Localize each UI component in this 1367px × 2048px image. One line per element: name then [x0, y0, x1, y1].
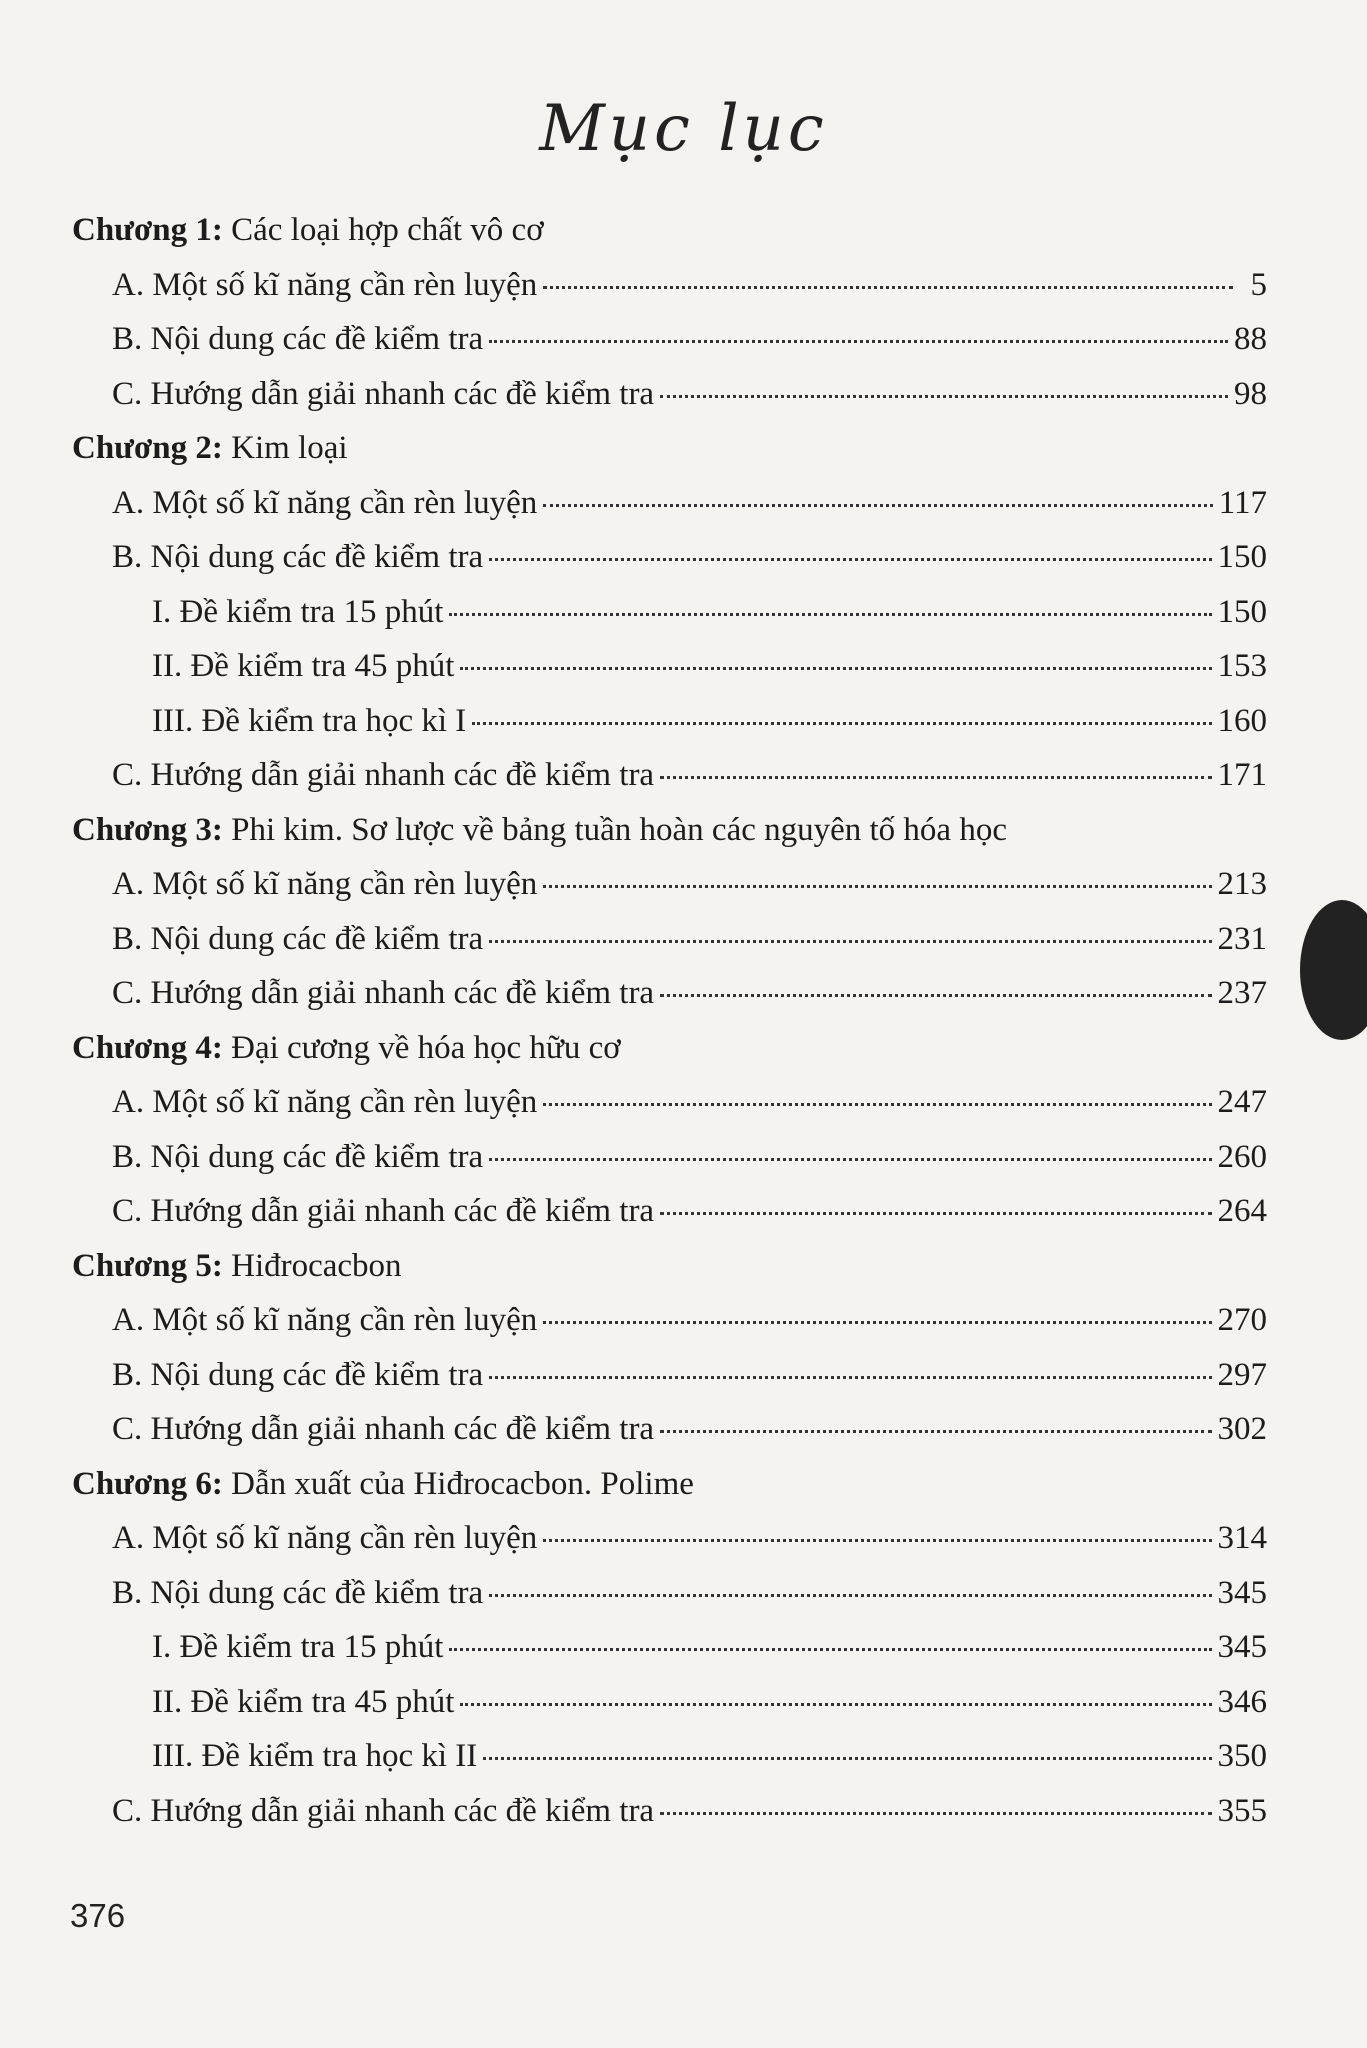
chapter-name: Dẫn xuất của Hiđrocacbon. Polime	[231, 1465, 694, 1502]
dot-leader	[543, 1103, 1211, 1106]
entry-page-number: 297	[1217, 1356, 1267, 1393]
toc-entry[interactable]	[112, 862, 1267, 906]
toc-subentry[interactable]	[152, 1734, 1267, 1778]
entry-title: B. Nội dung các đề kiểm tra	[112, 920, 484, 957]
dot-leader	[543, 1539, 1211, 1542]
toc-entry[interactable]	[112, 1189, 1267, 1233]
entry-title: C. Hướng dẫn giải nhanh các đề kiểm tra	[112, 757, 655, 793]
entry-page-number: 153	[1217, 648, 1267, 684]
entry-page-number: 346	[1217, 1683, 1267, 1720]
entry-title: I. Đề kiểm tra 15 phút	[152, 593, 444, 630]
entry-title: B. Nội dung các đề kiểm tra	[112, 539, 484, 575]
entry-page-number: 302	[1217, 1411, 1267, 1447]
toc-chapter-heading[interactable]	[72, 426, 348, 470]
entry-page-number: 150	[1217, 593, 1267, 630]
entry-title: C. Hướng dẫn giải nhanh các đề kiểm tra	[112, 375, 655, 412]
toc-entry[interactable]	[112, 535, 1267, 579]
chapter-name: Các loại hợp chất vô cơ	[231, 212, 544, 248]
entry-page-number: 231	[1217, 920, 1267, 957]
entry-page-number: 5	[1250, 266, 1267, 303]
toc-entry[interactable]	[112, 317, 1267, 361]
chapter-label: Chương 1:	[72, 212, 223, 248]
entry-title: A. Một số kĩ năng cần rèn luyện	[112, 484, 538, 521]
dot-leader	[543, 885, 1211, 888]
toc-chapter-heading[interactable]	[72, 1462, 694, 1506]
dot-leader	[543, 504, 1212, 507]
toc-entry[interactable]	[112, 1571, 1267, 1615]
dot-leader	[489, 1376, 1211, 1379]
dot-leader	[472, 722, 1211, 725]
entry-title: A. Một số kĩ năng cần rèn luyện	[112, 1084, 538, 1120]
entry-page-number: 270	[1217, 1302, 1267, 1338]
toc-entry[interactable]	[112, 917, 1267, 961]
entry-title: II. Đề kiểm tra 45 phút	[152, 1683, 455, 1720]
toc-entry[interactable]	[112, 1353, 1267, 1397]
page-number: 376	[70, 1897, 126, 1934]
entry-title: C. Hướng dẫn giải nhanh các đề kiểm tra	[112, 1411, 655, 1447]
toc-chapter-heading[interactable]	[72, 1026, 621, 1070]
entry-page-number: 350	[1217, 1738, 1267, 1774]
dot-leader	[489, 558, 1211, 561]
entry-title: B. Nội dung các đề kiểm tra	[112, 321, 484, 357]
dot-leader	[460, 1703, 1211, 1706]
dot-leader	[543, 286, 1233, 289]
chapter-name: Phi kim. Sơ lược về bảng tuần hoàn các nguyên tố hóa học	[231, 811, 1007, 848]
entry-page-number: 260	[1217, 1138, 1267, 1175]
entry-page-number: 88	[1234, 321, 1267, 357]
dot-leader	[660, 1212, 1211, 1215]
entry-title: C. Hướng dẫn giải nhanh các đề kiểm tra	[112, 1193, 655, 1229]
publisher-stamp-logo	[1300, 900, 1367, 1040]
entry-title: B. Nội dung các đề kiểm tra	[112, 1574, 484, 1611]
toc-entry[interactable]	[112, 1789, 1267, 1833]
toc-subentry[interactable]	[152, 1680, 1267, 1724]
dot-leader	[489, 1158, 1211, 1161]
chapter-label: Chương 2:	[72, 430, 223, 466]
entry-page-number: 213	[1217, 866, 1267, 902]
entry-title: A. Một số kĩ năng cần rèn luyện	[112, 866, 538, 902]
toc-subentry[interactable]	[152, 644, 1267, 688]
chapter-name: Hiđrocacbon	[231, 1247, 402, 1284]
dot-leader	[543, 1321, 1211, 1324]
toc-entry[interactable]	[112, 1080, 1267, 1124]
dot-leader	[449, 1648, 1211, 1651]
toc-entry[interactable]	[112, 1516, 1267, 1560]
toc-chapter-heading[interactable]	[72, 1244, 402, 1288]
entry-page-number: 314	[1217, 1520, 1267, 1556]
toc-entry[interactable]	[112, 971, 1267, 1015]
dot-leader	[460, 667, 1211, 670]
dot-leader	[489, 940, 1211, 943]
entry-page-number: 237	[1217, 975, 1267, 1011]
toc-subentry[interactable]	[152, 590, 1267, 634]
dot-leader	[489, 1594, 1211, 1597]
toc-entry[interactable]	[112, 1135, 1267, 1179]
dot-leader	[449, 613, 1211, 616]
entry-page-number: 247	[1217, 1084, 1267, 1120]
entry-title: C. Hướng dẫn giải nhanh các đề kiểm tra	[112, 1792, 655, 1829]
chapter-label: Chương 6:	[72, 1465, 223, 1502]
toc-entry[interactable]	[112, 263, 1267, 307]
entry-page-number: 117	[1218, 484, 1267, 521]
toc-entry[interactable]	[112, 372, 1267, 416]
entry-title: B. Nội dung các đề kiểm tra	[112, 1138, 484, 1175]
chapter-name: Đại cương về hóa học hữu cơ	[231, 1029, 621, 1066]
entry-title: A. Một số kĩ năng cần rèn luyện	[112, 1302, 538, 1338]
page-title: Mục lục	[539, 92, 828, 166]
entry-page-number: 345	[1217, 1629, 1267, 1665]
toc-chapter-heading[interactable]	[72, 808, 1007, 852]
dot-leader	[483, 1757, 1211, 1760]
entry-title: C. Hướng dẫn giải nhanh các đề kiểm tra	[112, 975, 655, 1011]
dot-leader	[660, 776, 1211, 779]
entry-page-number: 345	[1217, 1574, 1267, 1611]
toc-chapter-heading[interactable]	[72, 208, 544, 252]
entry-title: A. Một số kĩ năng cần rèn luyện	[112, 266, 538, 303]
entry-title: II. Đề kiểm tra 45 phút	[152, 648, 455, 684]
dot-leader	[660, 395, 1228, 398]
entry-title: III. Đề kiểm tra học kì I	[152, 702, 467, 739]
entry-page-number: 160	[1217, 702, 1267, 739]
dot-leader	[660, 1430, 1211, 1433]
chapter-name: Kim loại	[231, 430, 348, 466]
dot-leader	[660, 994, 1211, 997]
chapter-label: Chương 5:	[72, 1247, 223, 1284]
dot-leader	[660, 1812, 1211, 1815]
entry-page-number: 355	[1217, 1792, 1267, 1829]
toc-entry[interactable]	[112, 1407, 1267, 1451]
entry-title: B. Nội dung các đề kiểm tra	[112, 1356, 484, 1393]
entry-title: III. Đề kiểm tra học kì II	[152, 1738, 478, 1774]
entry-page-number: 171	[1217, 757, 1267, 793]
toc-subentry[interactable]	[152, 1625, 1267, 1669]
toc-entry[interactable]	[112, 481, 1267, 525]
entry-title: A. Một số kĩ năng cần rèn luyện	[112, 1520, 538, 1556]
dot-leader	[489, 340, 1228, 343]
toc-entry[interactable]	[112, 1298, 1267, 1342]
entry-title: I. Đề kiểm tra 15 phút	[152, 1629, 444, 1665]
toc-subentry[interactable]	[152, 699, 1267, 743]
toc-entry[interactable]	[112, 753, 1267, 797]
entry-page-number: 264	[1217, 1193, 1267, 1229]
chapter-label: Chương 4:	[72, 1029, 223, 1066]
chapter-label: Chương 3:	[72, 811, 223, 848]
entry-page-number: 98	[1234, 375, 1267, 412]
entry-page-number: 150	[1217, 539, 1267, 575]
